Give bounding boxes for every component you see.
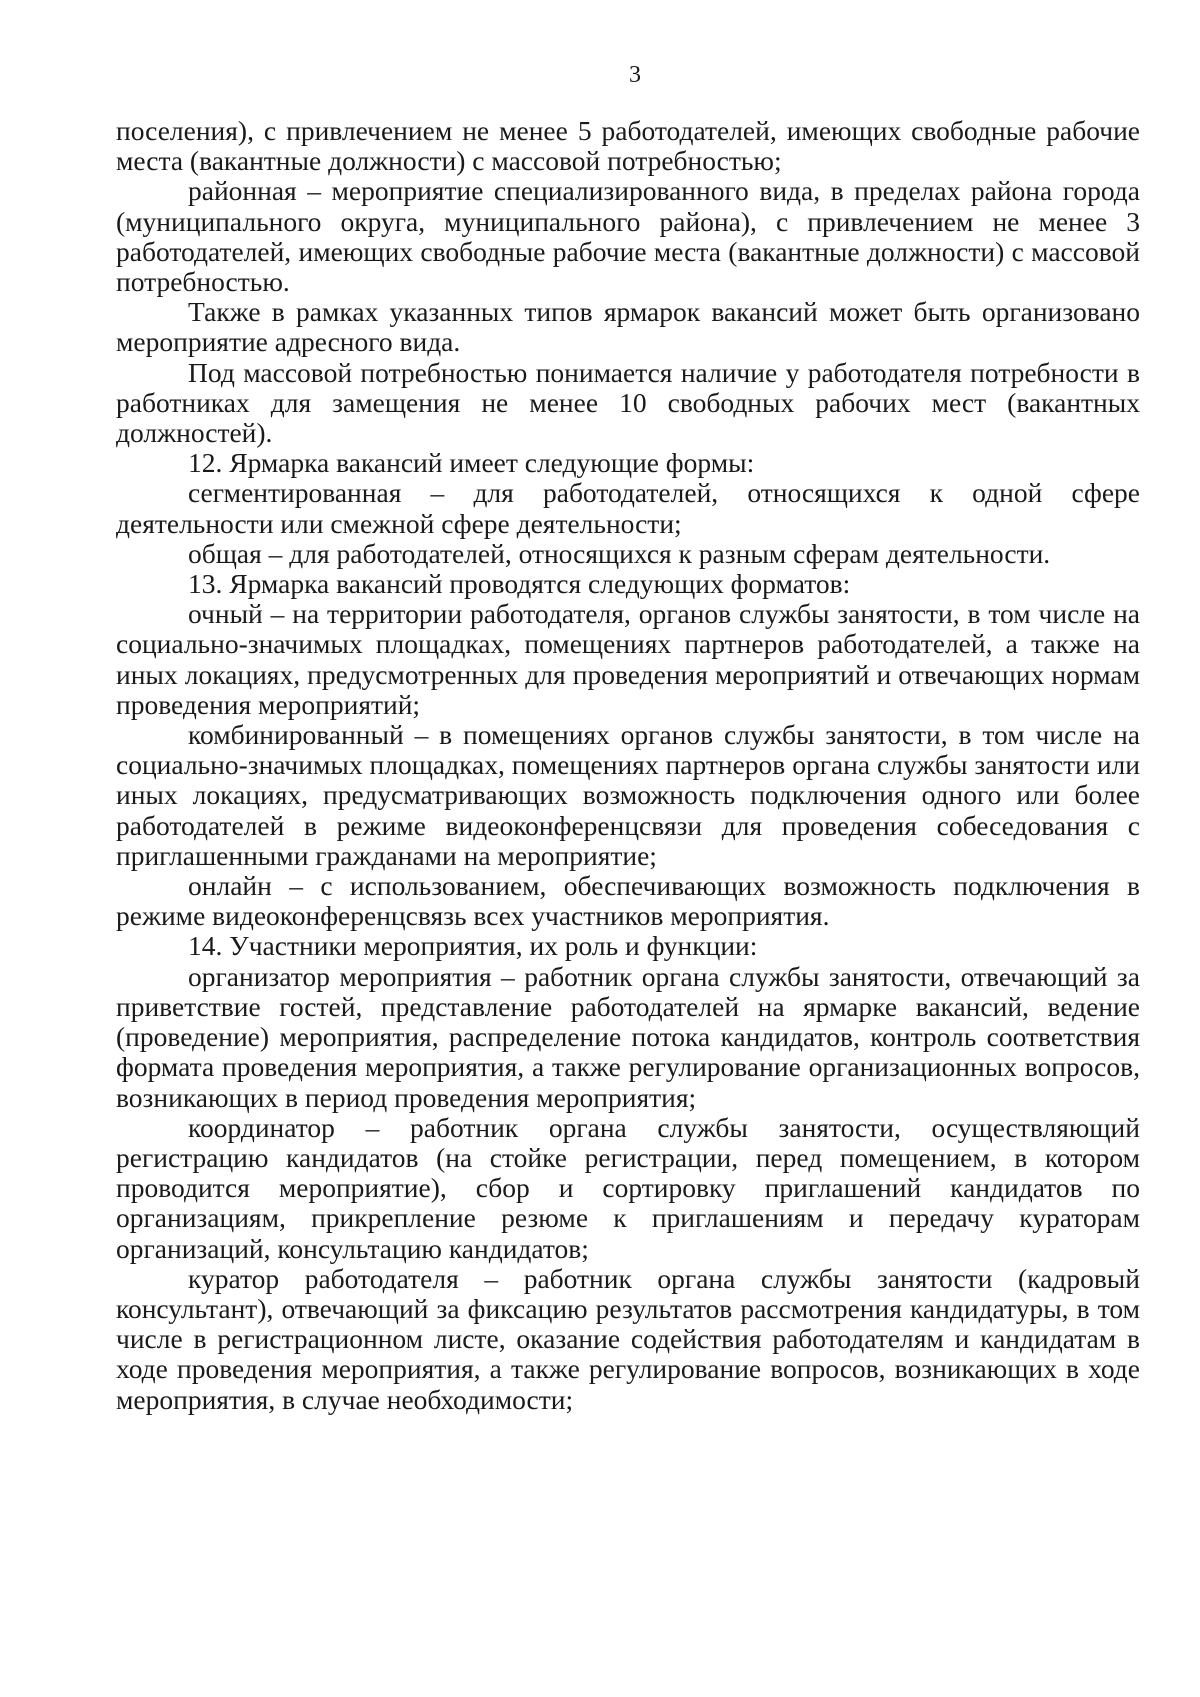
paragraph-item-13: 13. Ярмарка вакансий проводятся следующих форматов: (188, 568, 851, 600)
document-body (116, 116, 1140, 1415)
paragraph-organizer-role: организатор мероприятия – работник органа службы занятости, отвечающий за приветствие гостей, представление работодателей на ярмарке вакансий, ведение (проведение) мероприятия, распределение потока кандидатов, контроль соответствия формата проведения мероприятия, а также регулирование организационных вопросов, возникающих в период проведения мероприятия; (116, 960, 1140, 1113)
paragraph-in-person-format: очный – на территории работодателя, органов службы занятости, в том числе на социально-значимых площадках, помещениях партнеров работодателей, а также на иных локациях, предусмотренных для проведения мероприятий и отвечающих нормам проведения мероприятий; (116, 598, 1140, 720)
paragraph-targeted-event: Также в рамках указанных типов ярмарок вакансий может быть организовано мероприятие адресного вида. (116, 296, 1140, 358)
page-number: 3 (629, 62, 641, 88)
paragraph-item-14: 14. Участники мероприятия, их роль и функции: (188, 930, 758, 962)
paragraph-online-format: онлайн – с использованием, обеспечивающих возможность подключения в режиме видеоконференцсвязь всех участников мероприятия. (116, 870, 1140, 932)
paragraph-item-12: 12. Ярмарка вакансий имеет следующие формы: (188, 447, 755, 479)
paragraph-segmented-form: сегментированная – для работодателей, относящихся к одной сфере деятельности или смежной сфере деятельности; (116, 477, 1140, 539)
paragraph-curator-role: куратор работодателя – работник органа службы занятости (кадровый консультант), отвечающий за фиксацию результатов рассмотрения кандидатуры, в том числе в регистрационном листе, оказание содействия работодателям и кандидатам в ходе проведения мероприятия, а также регулирование вопросов, возникающих в ходе мероприятия, в случае необходимости; (116, 1262, 1140, 1415)
paragraph-mass-demand-definition: Под массовой потребностью понимается наличие у работодателя потребности в работниках для замещения не менее 10 свободных рабочих мест (вакантных должностей). (116, 356, 1140, 449)
paragraph-general-form: общая – для работодателей, относящихся к разным сферам деятельности. (188, 537, 1051, 569)
paragraph-combined-format: комбинированный – в помещениях органов службы занятости, в том числе на социально-значимых площадках, помещениях партнеров органа службы занятости или иных локациях, предусматривающих возможность подключения одного или более работодателей в режиме видеоконференцсвязи для проведения собеседования с приглашенными гражданами на мероприятие; (116, 719, 1140, 871)
paragraph-coordinator-role: координатор – работник органа службы занятости, осуществляющий регистрацию кандидатов (на стойке регистрации, перед помещением, в котором проводится мероприятие), сбор и сортировку приглашений кандидатов по организациям, прикрепление резюме к приглашениям и передачу кураторам организаций, консультацию кандидатов; (116, 1111, 1140, 1264)
paragraph-continuation: поселения), с привлечением не менее 5 работодателей, имеющих свободные рабочие места (вакантные должности) с массовой потребностью; (116, 115, 1140, 177)
paragraph-district-fair: районная – мероприятие специализированного вида, в пределах района города (муниципального округа, муниципального района), с привлечением не менее 3 работодателей, имеющих свободные рабочие места (вакантные должности) с массовой потребностью. (116, 175, 1140, 298)
